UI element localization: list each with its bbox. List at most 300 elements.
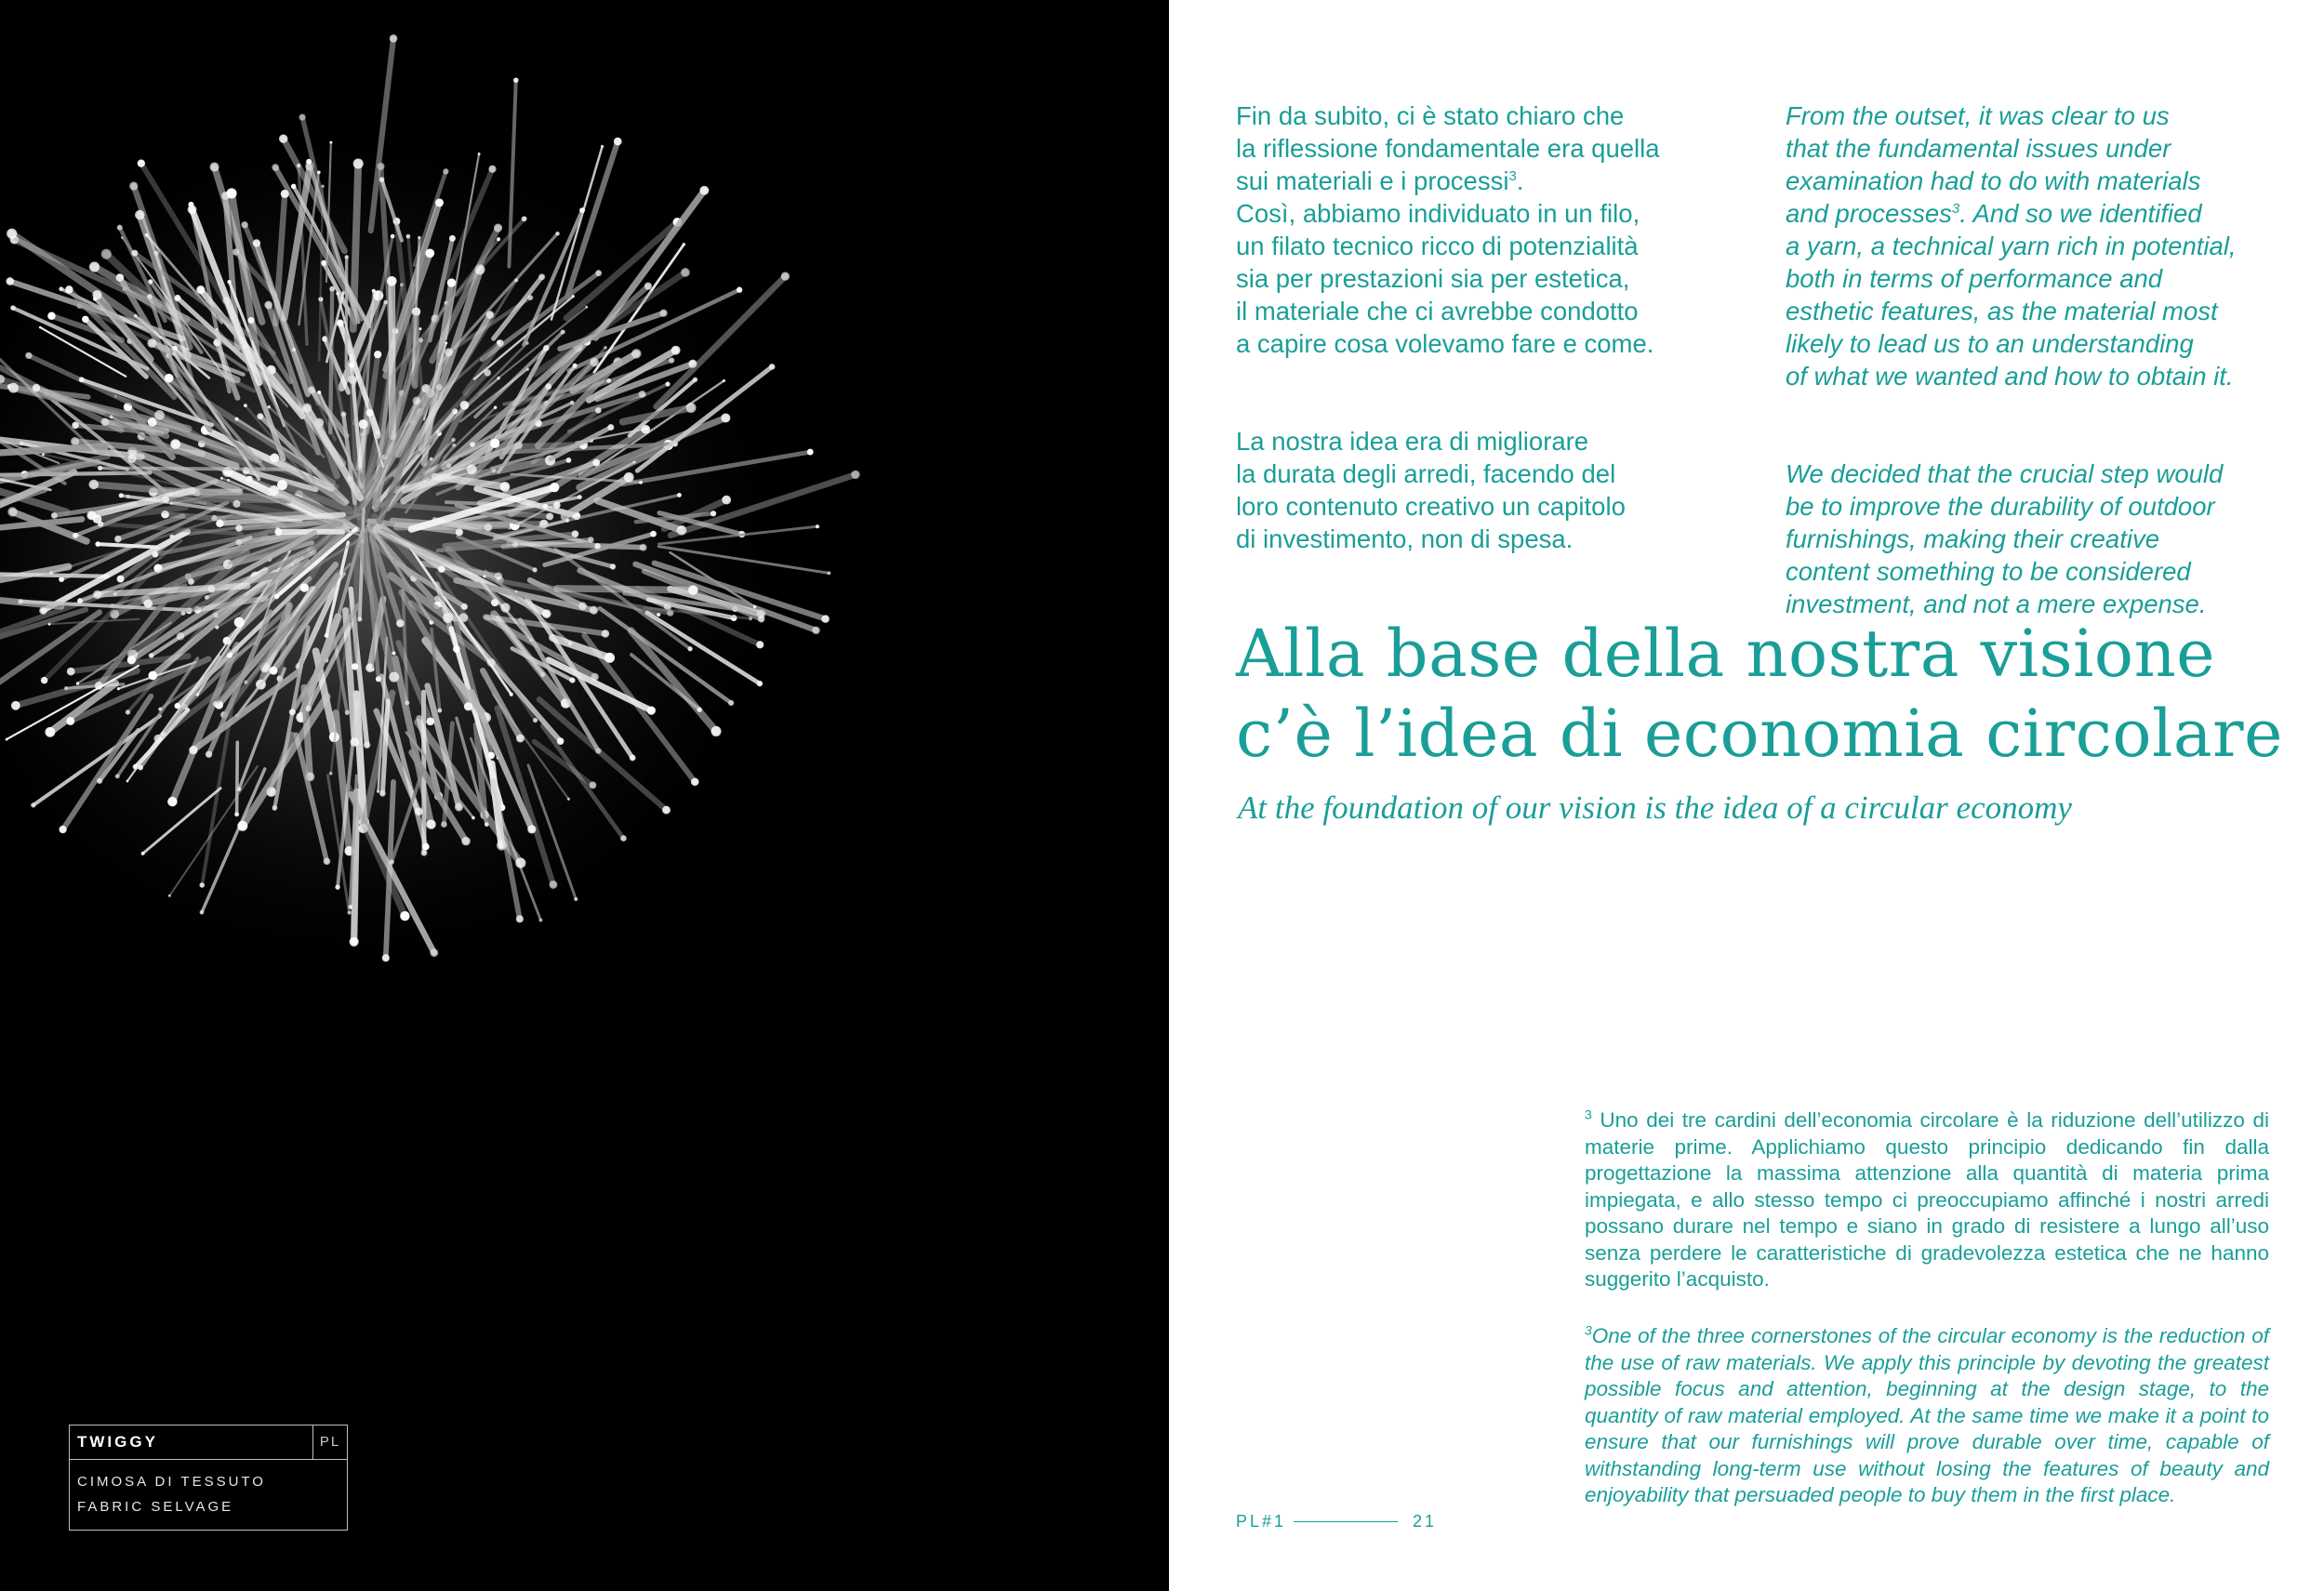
flower-strand-tip <box>389 672 399 683</box>
flower-strand-tip <box>753 605 757 609</box>
flower-strand-tip <box>485 369 491 376</box>
flower-strand-tip <box>353 158 364 168</box>
flower-strand-tip <box>115 774 120 778</box>
page-number: 21 <box>1413 1512 1438 1531</box>
flower-strand-tip <box>235 524 243 532</box>
flower-strand-tip <box>10 305 16 311</box>
flower-strand-tip <box>291 184 297 190</box>
italian-p1-part-b: . Così, abbiamo individuato in un filo, un filato tecnico ricco di potenzialità sia per prestazioni sia per estetica, il materiale che ci avrebbe condotto a capire cosa volevamo fare e come. <box>1236 166 1654 358</box>
flower-strand-tip <box>306 159 312 165</box>
footnote-english <box>1585 1323 2269 1509</box>
flower-strand-tip <box>467 464 477 474</box>
flower-strand-tip <box>305 706 312 712</box>
flower-strand-tip <box>449 235 456 242</box>
flower-strand-tip <box>196 285 205 294</box>
flower-strand-tip <box>390 34 398 43</box>
flower-strand-tip <box>119 493 124 497</box>
flower-strand-tip <box>114 536 122 543</box>
flower-strand-tip <box>335 884 339 889</box>
flower-strand-tip <box>138 160 145 167</box>
flower-strand-tip <box>697 708 702 712</box>
flower-strand-tip <box>350 937 359 947</box>
flower-strand-tip <box>279 134 287 142</box>
flower-strand-tip <box>757 681 763 686</box>
flower-strand-tip <box>851 471 859 479</box>
flower-strand-tip <box>8 383 19 393</box>
flower-strand-tip <box>6 738 8 741</box>
flower-strand-tip <box>572 295 575 298</box>
flower-strand-tip <box>154 410 165 420</box>
flower-strand-tip <box>488 166 496 173</box>
flower-strand-tip <box>97 778 102 784</box>
italian-text-column <box>1236 67 1757 620</box>
flower-strand-tip <box>215 625 219 629</box>
flower-strand-tip <box>274 528 282 536</box>
flower-strand-tip <box>644 283 652 290</box>
flower-strand-tip <box>631 349 642 359</box>
flower-strand-tip <box>149 653 154 658</box>
flower-strand-tip <box>606 378 611 383</box>
flower-strand-tip <box>127 454 137 463</box>
flower-strand-tip <box>451 438 456 443</box>
english-paragraph-2: We decided that the crucial step would be to improve the durability of outdoor furnishings, making their creative content something to be considered investment, and not a mere expense. <box>1786 459 2224 618</box>
flower-strand-tip <box>374 351 381 358</box>
flower-strand-tip <box>59 286 63 291</box>
flower-strand-tip <box>248 317 255 324</box>
flower-strand-tip <box>131 250 138 257</box>
flower-strand-tip <box>129 181 138 190</box>
flower-strand-tip <box>31 802 36 808</box>
flower-strand-tip <box>527 825 536 833</box>
flower-strand-tip <box>650 531 657 537</box>
flower-strand-tip <box>572 530 579 537</box>
flower-strand-tip <box>126 780 128 783</box>
flower-strand-tip <box>321 185 324 188</box>
flower-strand-tip <box>816 524 819 528</box>
flower-strand-tip <box>406 234 411 239</box>
flower-strand-tip <box>168 895 171 897</box>
flower-strand-tip <box>98 466 102 471</box>
english-p1-part-a: From the outset, it was clear to us that the fundamental issues under examination had to do with materials and processes <box>1786 101 2201 228</box>
flower-strand-tip <box>686 403 697 413</box>
flower-strand-tip <box>51 512 58 519</box>
flower-strand-tip <box>604 346 606 349</box>
flower-strand-tip <box>460 401 470 410</box>
flower-strand-tip <box>337 320 344 327</box>
flower-strand-tip <box>45 727 55 737</box>
flower-strand-tip <box>461 837 471 846</box>
flower-strand-tip <box>546 512 553 520</box>
flower-strand-tip <box>67 668 75 676</box>
flower-strand-tip <box>317 170 321 174</box>
flower-strand-tip <box>435 198 444 206</box>
flower-strand-tip <box>693 377 698 382</box>
flower-strand-tip <box>471 816 475 820</box>
flower-strand-tip <box>18 599 23 604</box>
flower-strand-tip <box>135 210 145 220</box>
flower-strand-tip <box>756 641 764 648</box>
flower-strand-tip <box>639 391 646 398</box>
flower-strand-tip <box>412 307 420 315</box>
flower-strand-tip <box>289 709 296 715</box>
flower-strand-tip <box>453 645 460 653</box>
flower-strand-tip <box>257 413 263 419</box>
flower-strand-tip <box>349 363 354 368</box>
italian-p1-part-a: Fin da subito, ci è stato chiaro che la riflessione fondamentale era quella sui materiali e i processi <box>1236 101 1660 195</box>
flower-strand-tip <box>281 190 289 198</box>
flower-strand-tip <box>516 915 524 922</box>
product-label-header <box>70 1425 347 1460</box>
flower-strand-tip <box>302 403 312 412</box>
flower-strand-tip <box>640 544 647 551</box>
flower-strand-tip <box>126 709 130 714</box>
flower-strand-tip <box>421 850 428 856</box>
flower-strand-tip <box>329 772 333 776</box>
flower-strand-tip <box>148 418 157 427</box>
flower-strand-tip <box>347 910 351 914</box>
flower-strand-tip <box>73 533 78 538</box>
flower-strand-tip <box>437 709 442 713</box>
flower-strand-tip <box>585 306 588 309</box>
flower-strand-tip <box>93 590 101 599</box>
flower-strand-tip <box>665 381 670 386</box>
product-description-en: FABRIC SELVAGE <box>77 1499 234 1515</box>
folio-divider <box>1294 1521 1398 1522</box>
flower-strand-tip <box>497 340 501 345</box>
flower-strand-tip <box>422 843 429 850</box>
footnote-text-it: Uno dei tre cardini dell’economia circolare è la riduzione dell’utilizzo di materie prime. Applichiamo questo principio dedicando fin dalla progettazione la massima attenzione alla quantità di materia prima impiegata, e allo stesso tempo ci preoccupiamo affinché i nostri arredi possano durare nel tempo e siano in grado di resistere a lungo all’uso senza perdere le caratteristiche di gradevolezza estetica che ne hanno suggerito l’acquisto. <box>1585 1108 2269 1291</box>
flower-strand-tip <box>329 141 332 144</box>
flower-strand-tip <box>497 377 500 380</box>
flower-strand-tip <box>641 425 650 434</box>
flower-strand-tip <box>33 384 40 391</box>
flower-strand-tip <box>264 301 272 310</box>
flower-strand-tip <box>441 821 447 828</box>
flower-strand-tip <box>220 477 223 480</box>
flower-strand-tip <box>382 954 390 961</box>
flower-strand-tip <box>601 145 604 148</box>
flower-strand-tip <box>545 383 551 390</box>
flower-strand-tip <box>602 630 609 637</box>
flower-strand-tip <box>550 483 559 492</box>
flower-strand-tip <box>624 472 634 483</box>
product-description <box>70 1460 347 1519</box>
english-paragraph-1 <box>1786 99 2288 392</box>
flower-strand-tip <box>244 404 247 407</box>
flower-strand-tip <box>177 632 185 641</box>
flower-strand-tip <box>232 500 240 508</box>
flower-strand-tip <box>66 717 74 725</box>
flower-strand-tip <box>299 113 305 120</box>
flower-strand-tip <box>101 249 112 259</box>
flower-strand-tip <box>728 700 734 706</box>
flower-strand-tip <box>569 677 575 683</box>
footnote-italian <box>1585 1107 2269 1293</box>
italian-paragraph-1 <box>1236 99 1757 360</box>
flower-strand-tip <box>213 701 219 707</box>
flower-strand-tip <box>515 590 518 593</box>
headline-line-1: Alla base della nostra visione <box>1236 616 2216 692</box>
flower-strand-tip <box>578 495 582 499</box>
flower-strand-tip <box>632 460 635 463</box>
flower-strand-tip <box>681 268 690 277</box>
flower-strand-tip <box>267 405 271 409</box>
flower-strand-tip <box>270 453 279 462</box>
flower-strand-tip <box>769 364 776 370</box>
flower-strand-tip <box>438 565 445 573</box>
flower-strand-tip <box>324 858 331 866</box>
flower-strand-tip <box>41 677 48 684</box>
flower-strand-tip <box>210 163 219 172</box>
flower-strand-tip <box>59 826 66 833</box>
flower-strand-tip <box>821 615 830 623</box>
flower-strand-tip <box>235 418 239 421</box>
flower-strand-tip <box>117 576 125 583</box>
footnote-text-en: One of the three cornerstones of the circular economy is the reduction of the use of raw materials. We apply this principle by devoting the greatest possible focus and attention, beginning at the design stage, to the quantity of raw material employed. At the same time we make it a point to ensure that our furnishings will prove durable over time, capable of withstanding long-term use without losing the features of beauty and enjoyability that persuaded people to buy them in the first place. <box>1585 1324 2269 1506</box>
flower-strand <box>557 589 693 590</box>
flower-strand-tip <box>277 480 287 490</box>
flower-strand-tip <box>682 243 685 246</box>
flower-strand-tip <box>340 411 346 417</box>
flower-strand-tip <box>396 619 405 628</box>
flower-strand-tip <box>345 710 350 715</box>
flower-strand-tip <box>11 701 20 710</box>
flower-strand-tip <box>188 578 194 585</box>
flower-strand-tip <box>7 507 17 516</box>
flower-strand-tip <box>391 234 395 239</box>
flower-strand-tip <box>510 693 513 696</box>
flower-strand <box>330 289 332 433</box>
flower-strand-tip <box>500 482 511 492</box>
flower-strand-tip <box>443 168 448 174</box>
flower-strand-tip <box>614 138 622 146</box>
flower-strand-tip <box>272 805 277 811</box>
flower-strand-tip <box>77 598 83 603</box>
flower-strand-tip <box>438 432 441 435</box>
flower-strand-tip <box>677 493 682 497</box>
flower-strand-tip <box>189 746 197 754</box>
flower-strand-tip <box>167 797 177 806</box>
flower-strand-tip <box>227 280 231 284</box>
flower-strand-tip <box>573 364 578 368</box>
flower-strand-tip <box>93 514 102 524</box>
flower-strand-tip <box>269 485 279 496</box>
flower-strand-tip <box>827 571 830 575</box>
flower-strand-tip <box>71 437 79 445</box>
flower-strand-tip <box>6 277 14 285</box>
flower-strand-tip <box>377 789 380 793</box>
flower-strand-tip <box>447 278 456 286</box>
flower-strand-tip <box>241 221 247 228</box>
flower-strand-tip <box>234 812 239 816</box>
flower-strand-tip <box>691 778 699 787</box>
flower-strand-tip <box>372 669 375 671</box>
flower-strand-tip <box>539 919 543 922</box>
flower-strand-tip <box>758 616 765 623</box>
flower-strand-tip <box>550 881 558 889</box>
flower-strand-tip <box>199 882 205 888</box>
flower-strand-tip <box>418 327 421 330</box>
flower-strand-tip <box>515 858 525 868</box>
flower-strand-tip <box>687 646 692 651</box>
flower-strand-tip <box>662 806 671 815</box>
flower-strand-tip <box>807 449 814 456</box>
flower-strand-tip <box>566 457 572 463</box>
footnote-marker-en: 3 <box>1585 1322 1592 1338</box>
flower-strand-tip <box>161 731 166 736</box>
flower-strand-tip <box>147 338 156 348</box>
flower-strand-tip <box>426 717 434 725</box>
flower-strand-tip <box>325 633 329 638</box>
flower-strand-tip <box>365 409 373 417</box>
english-text-column <box>1786 67 2288 685</box>
flower-strand-tip <box>234 617 245 628</box>
publication-name: PL#1 <box>1236 1512 1287 1531</box>
flower-strand-tip <box>79 377 85 382</box>
flower-strand-tip <box>630 755 636 762</box>
flower-strand-tip <box>7 229 17 239</box>
flower-strand-tip <box>710 510 716 516</box>
flower-strand-tip <box>533 718 538 723</box>
flower-strand-tip <box>579 207 585 213</box>
flower-strand-tip <box>561 329 565 334</box>
flower-strand-tip <box>452 444 456 447</box>
flower-strand-tip <box>487 658 496 667</box>
flower-strand <box>237 742 238 814</box>
flower-strand-tip <box>117 225 123 231</box>
flower-strand-tip <box>400 911 409 921</box>
flower-strand-tip <box>170 439 180 449</box>
flower-strand-tip <box>300 583 309 591</box>
flower-strand-tip <box>589 781 596 789</box>
headline <box>1236 614 2305 774</box>
footnote-marker-it: 3 <box>1585 1107 1592 1122</box>
flower-strand-tip <box>216 520 223 527</box>
flower-strand-tip <box>92 290 101 299</box>
flower-strand-tip <box>522 216 527 221</box>
italian-paragraph-2: La nostra idea era di migliorare la durata degli arredi, facendo del loro contenuto creativo un capitolo di investimento, non di spesa. <box>1236 427 1626 553</box>
flower-strand-tip <box>47 312 55 320</box>
english-p1-part-b: . And so we identified a yarn, a technical yarn rich in potential, both in terms of performance and esthetic features, as the material most likely to lead us to an understanding of what we wanted and how to obtain it. <box>1786 199 2237 391</box>
flower-strand-tip <box>82 316 88 323</box>
flower-strand-tip <box>749 617 752 620</box>
flower-strand-tip <box>486 311 495 319</box>
flower-strand-tip <box>567 798 570 801</box>
flower-strand-tip <box>812 627 820 635</box>
flower-strand-tip <box>379 790 386 797</box>
flower-strand-tip <box>117 687 120 690</box>
flower-strand-tip <box>484 575 486 577</box>
flower-strand-tip <box>144 599 153 607</box>
flower-strand-tip <box>647 706 656 714</box>
flower-strand-tip <box>542 609 551 618</box>
footnote-ref-it: 3 <box>1508 167 1517 184</box>
flower-strand-tip <box>392 651 395 655</box>
product-description-it: CIMOSA DI TESSUTO <box>77 1474 266 1490</box>
flower-strand-tip <box>237 821 247 831</box>
flower-strand-tip <box>639 481 643 484</box>
flower-strand-tip <box>127 656 136 664</box>
flower-strand-tip <box>415 807 423 815</box>
flower-strand-tip <box>148 671 157 681</box>
flower-strand-tip <box>344 255 349 259</box>
product-code: PL <box>312 1425 347 1459</box>
flower-strand-tip <box>699 186 709 195</box>
flower-strand-tip <box>721 413 730 422</box>
flower-strand-tip <box>610 563 616 569</box>
flower-strand-tip <box>329 286 335 292</box>
flower-strand-tip <box>781 272 790 280</box>
flower-strand-tip <box>141 852 145 855</box>
flower-strand-tip <box>588 537 594 543</box>
product-name: TWIGGY <box>77 1433 158 1451</box>
flower-strand-tip <box>592 459 600 467</box>
flower-strand-tip <box>274 594 280 600</box>
flower-strand-tip <box>270 667 278 675</box>
flower-strand-tip <box>514 278 518 282</box>
flower-strand-tip <box>494 406 497 409</box>
flower-strand-tip <box>89 261 100 272</box>
flower-strand-tip <box>722 496 731 505</box>
flower-strand-tip <box>607 424 614 431</box>
flower-strand-tip <box>418 236 421 240</box>
flower-strand-tip <box>723 379 725 382</box>
footnote-ref-en: 3 <box>1951 200 1960 217</box>
flower-strand <box>355 541 357 667</box>
flower-strand-tip <box>464 702 472 710</box>
flower-strand-tip <box>578 602 587 610</box>
flower-strand-tip <box>163 496 169 502</box>
flower-strand-tip <box>497 237 500 241</box>
flower-strand-tip <box>538 273 545 280</box>
flower-strand-tip <box>272 164 279 171</box>
flower-strand-tip <box>95 541 100 547</box>
flower-strand-tip <box>620 835 627 842</box>
flower-strand-tip <box>711 726 722 736</box>
flower-strand-tip <box>574 897 578 901</box>
flower-strand-tip <box>494 223 502 232</box>
flower-strand-tip <box>206 751 212 758</box>
flower-strand-tip <box>688 585 697 594</box>
flower-strand-tip <box>516 735 525 743</box>
flower-strand-tip <box>25 352 32 359</box>
flower-strand-tip <box>65 285 73 293</box>
headline-subtitle: At the foundation of our vision is the idea of a circular economy <box>1238 789 2072 826</box>
flower-strand-tip <box>372 289 376 293</box>
flower-strand-tip <box>39 326 42 329</box>
flower-strand-tip <box>485 822 489 827</box>
flower-strand-tip <box>165 374 174 383</box>
headline-line-2: c’è l’idea di economia circolare <box>1236 696 2283 772</box>
flower-strand-tip <box>591 673 599 681</box>
flower-strand-tip <box>525 341 529 345</box>
flower-strand-tip <box>158 708 162 711</box>
flower-strand-tip <box>352 663 358 670</box>
flower-strand-tip <box>200 910 205 915</box>
flower-strand-tip <box>208 586 216 593</box>
flower-strand-tip <box>426 819 435 829</box>
flower-strand-tip <box>533 567 538 572</box>
flower-strand-tip <box>669 357 674 363</box>
flower-strand-tip <box>659 310 667 317</box>
flower-strand-tip <box>253 239 260 246</box>
flower-strand-tip <box>387 276 397 286</box>
product-label-box <box>69 1425 348 1531</box>
flower-strand-tip <box>513 77 519 83</box>
flower-strand-tip <box>461 603 468 610</box>
flower-strand-tip <box>555 232 560 236</box>
page-folio <box>1236 1512 1437 1531</box>
